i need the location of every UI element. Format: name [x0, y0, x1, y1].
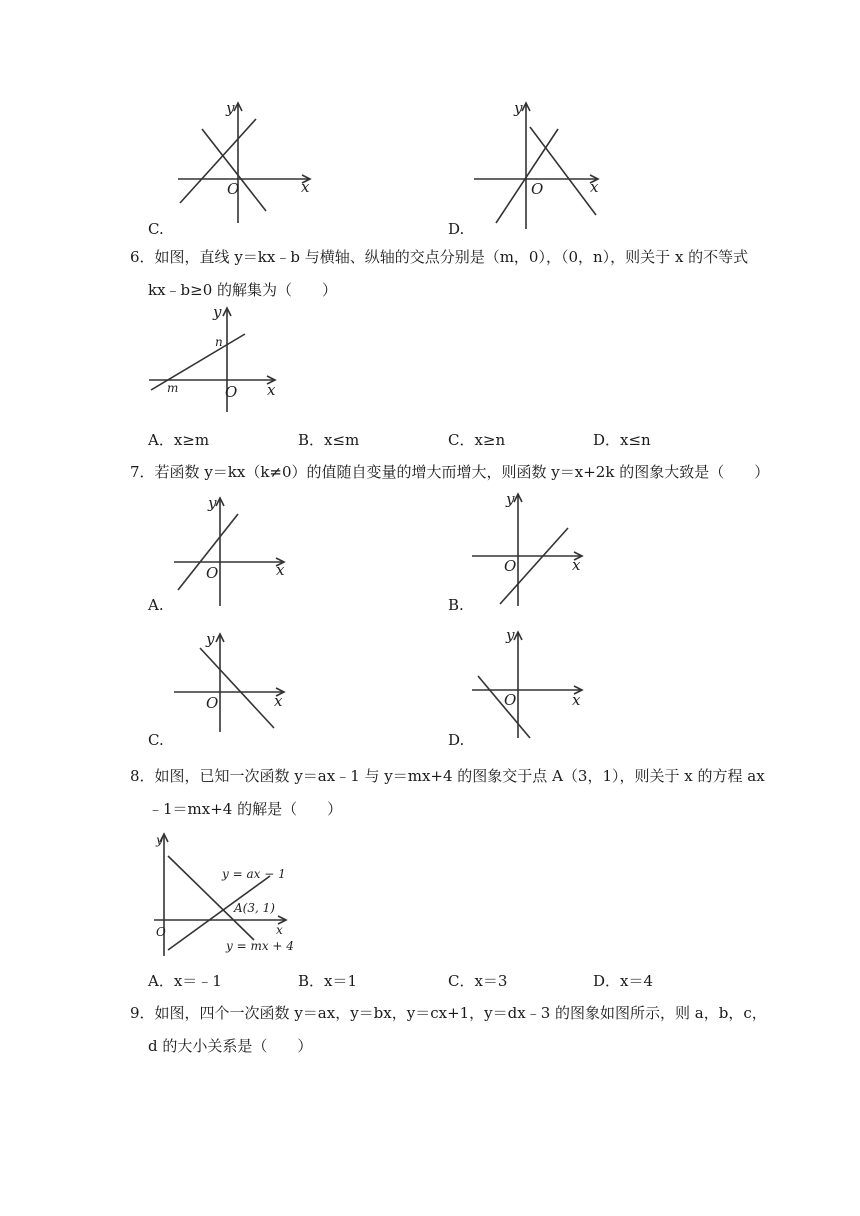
q8-stem-line1: [130, 766, 765, 786]
q9-stem-line1: [130, 1003, 767, 1023]
q9-number: 9．: [130, 1004, 155, 1022]
line-label-mx-4: y = mx + 4: [226, 939, 294, 953]
axis-y-label: y: [206, 630, 215, 648]
axis-y-label: y: [514, 99, 523, 117]
axis-x-label: x: [590, 178, 599, 196]
axis-y-label: y: [156, 833, 163, 847]
origin-label: O: [227, 180, 240, 198]
q7-option-b[interactable]: B.: [448, 596, 464, 614]
q9-stem-line2: d 的大小关系是（ ）: [148, 1037, 313, 1055]
origin-label: O: [225, 383, 238, 401]
line-label-ax-1: y = ax − 1: [222, 867, 286, 881]
label-n: n: [215, 335, 223, 349]
q7-option-a[interactable]: A.: [148, 596, 164, 614]
q6-graph: [145, 300, 285, 420]
axis-x-label: x: [267, 381, 276, 399]
q7-graph-a: [170, 490, 300, 610]
q5-graph-c: [170, 95, 320, 235]
q6-option-d[interactable]: D．x≤n: [593, 431, 651, 449]
q6-option-a[interactable]: A．x≥m: [148, 431, 210, 449]
axis-y-label: y: [226, 99, 235, 117]
q8-option-d[interactable]: D．x＝4: [593, 972, 654, 990]
axis-x-label: x: [572, 691, 581, 709]
origin-label: O: [156, 925, 166, 939]
q9-text-1: 如图，四个一次函数 y＝ax，y＝bx，y＝cx+1，y＝dx﹣3 的图象如图所示，则 a，b，c，: [154, 1004, 767, 1022]
q8-stem-line2: ﹣1＝mx+4 的解是（ ）: [148, 800, 343, 818]
origin-label: O: [504, 691, 517, 709]
q7-stem-line1: [130, 462, 769, 482]
q8-option-a[interactable]: A．x＝﹣1: [148, 972, 222, 990]
q8-option-c[interactable]: C．x＝3: [448, 972, 508, 990]
axis-x-label: x: [572, 556, 581, 574]
axis-y-label: y: [506, 626, 515, 644]
q8-number: 8．: [130, 767, 155, 785]
q7-graph-b: [468, 488, 598, 608]
q6-option-b[interactable]: B．x≤m: [298, 431, 360, 449]
q7-option-d[interactable]: D.: [448, 731, 465, 749]
q5-option-c-letter[interactable]: C.: [148, 220, 164, 238]
axis-x-label: x: [276, 561, 285, 579]
axis-x-label: x: [274, 692, 283, 710]
axis-y-label: y: [213, 303, 222, 321]
q6-stem-line1: [130, 247, 748, 267]
q6-stem-line2: kx﹣b≥0 的解集为（ ）: [148, 281, 338, 299]
axis-y-label: y: [208, 494, 217, 512]
q6-option-c[interactable]: C．x≥n: [448, 431, 506, 449]
q8-text-1: 如图，已知一次函数 y＝ax﹣1 与 y＝mx+4 的图象交于点 A（3，1），则关于 x 的方程 ax: [154, 767, 765, 785]
label-m: m: [167, 381, 179, 395]
origin-label: O: [206, 694, 219, 712]
axis-x-label: x: [301, 178, 310, 196]
q7-graph-d: [468, 626, 598, 746]
point-a-label: A(3, 1): [234, 901, 275, 915]
axis-y-label: y: [506, 490, 515, 508]
origin-label: O: [531, 180, 544, 198]
q7-option-c[interactable]: C.: [148, 731, 164, 749]
origin-label: O: [206, 564, 219, 582]
q6-text-1: 如图，直线 y＝kx﹣b 与横轴、纵轴的交点分别是（m，0），（0，n），则关于 x 的不等式: [154, 248, 749, 266]
q5-graph-d: [468, 95, 618, 235]
axis-x-label: x: [276, 923, 283, 937]
q8-option-b[interactable]: B．x＝1: [298, 972, 358, 990]
q6-number: 6．: [130, 248, 155, 266]
q7-graph-c: [170, 628, 300, 738]
q5-option-d-letter[interactable]: D.: [448, 220, 465, 238]
q7-text-1: 若函数 y＝kx（k≠0）的值随自变量的增大而增大，则函数 y＝x+2k 的图象大致是（ ）: [154, 463, 770, 481]
q8-graph: [150, 828, 300, 958]
origin-label: O: [504, 557, 517, 575]
q7-number: 7．: [130, 463, 155, 481]
